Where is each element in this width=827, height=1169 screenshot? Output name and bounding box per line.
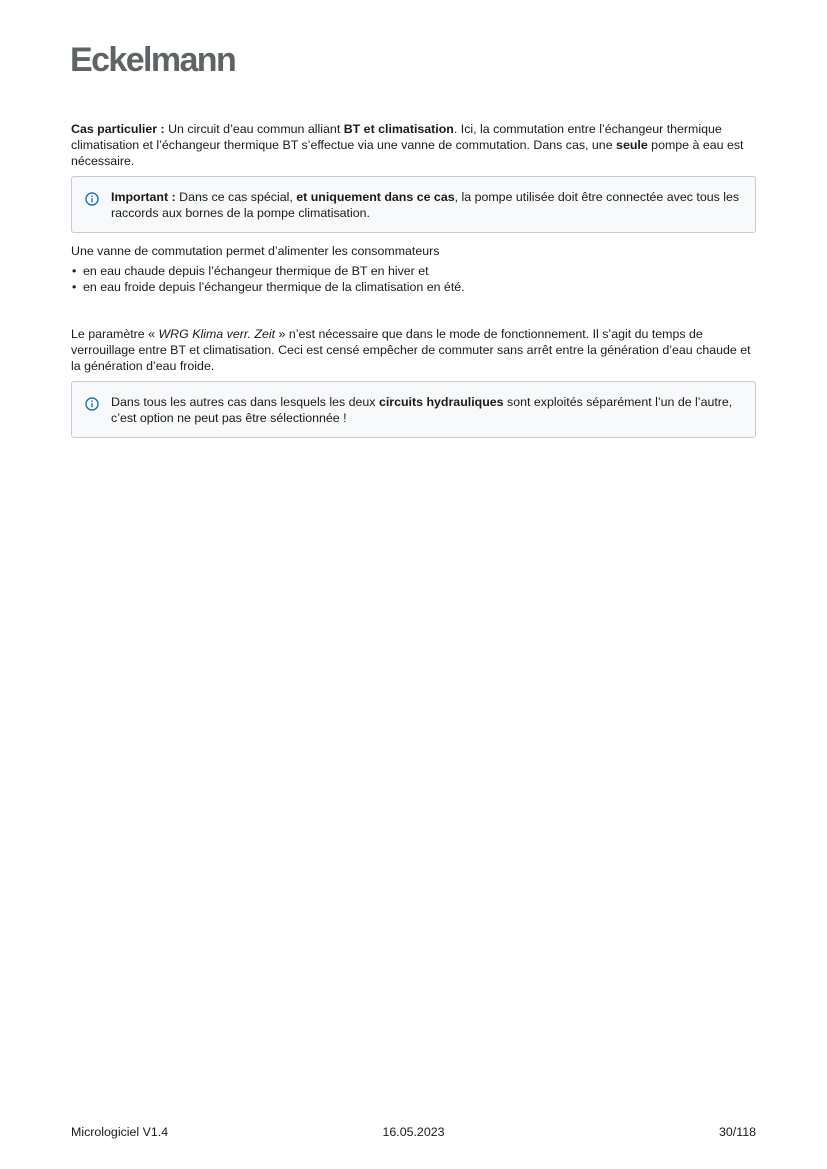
special-case-paragraph: Cas particulier : Un circuit d’eau commun alliant BT et climatisation. Ici, la commutation entre l’échangeur thermique climatisation et l’échangeur thermique BT s’effectue via une vanne de commutation. Dans cas, une seule pompe à eau est nécessaire. bbox=[71, 122, 744, 168]
info-icon bbox=[85, 397, 99, 411]
important-note bbox=[71, 176, 756, 233]
info-note-text: Dans tous les autres cas dans lesquels les deux circuits hydrauliques sont exploités séparément l’un de l’autre, c’est option ne peut pas être sélectionnée ! bbox=[111, 395, 733, 425]
list-item: • en eau froide depuis l’échangeur thermique de la climatisation en été. bbox=[71, 279, 756, 295]
brand-logo: Eckelmann bbox=[70, 41, 236, 79]
valve-intro: Une vanne de commutation permet d’alimenter les consommateurs bbox=[71, 244, 440, 258]
important-note-text: Important : Dans ce cas spécial, et uniquement dans ce cas, la pompe utilisée doit être connectée avec tous les raccords aux bornes de la pompe climatisation. bbox=[111, 190, 740, 220]
page-footer bbox=[71, 1123, 756, 1141]
page-content bbox=[71, 121, 756, 438]
parameter-paragraph: Le paramètre « WRG Klima verr. Zeit » n’est nécessaire que dans le mode de fonctionnement. Il s’agit du temps de verrouillage entre BT et climatisation. Ceci est censé empêcher de commuter sans arrêt entre la génération d’eau chaude et la génération d’eau froide. bbox=[71, 327, 751, 373]
footer-product: Micrologiciel V1.4 bbox=[71, 1125, 169, 1139]
consumer-list bbox=[71, 263, 756, 295]
info-icon bbox=[85, 192, 99, 206]
list-item: • en eau chaude depuis l’échangeur thermique de BT en hiver et bbox=[71, 263, 756, 279]
special-case-label: Cas particulier : bbox=[71, 122, 165, 136]
footer-date: 16.05.2023 bbox=[382, 1125, 445, 1139]
info-note bbox=[71, 381, 756, 438]
footer-page-number: 30/118 bbox=[719, 1125, 756, 1139]
important-label: Important : bbox=[111, 190, 176, 204]
parameter-name: WRG Klima verr. Zeit bbox=[158, 327, 276, 341]
